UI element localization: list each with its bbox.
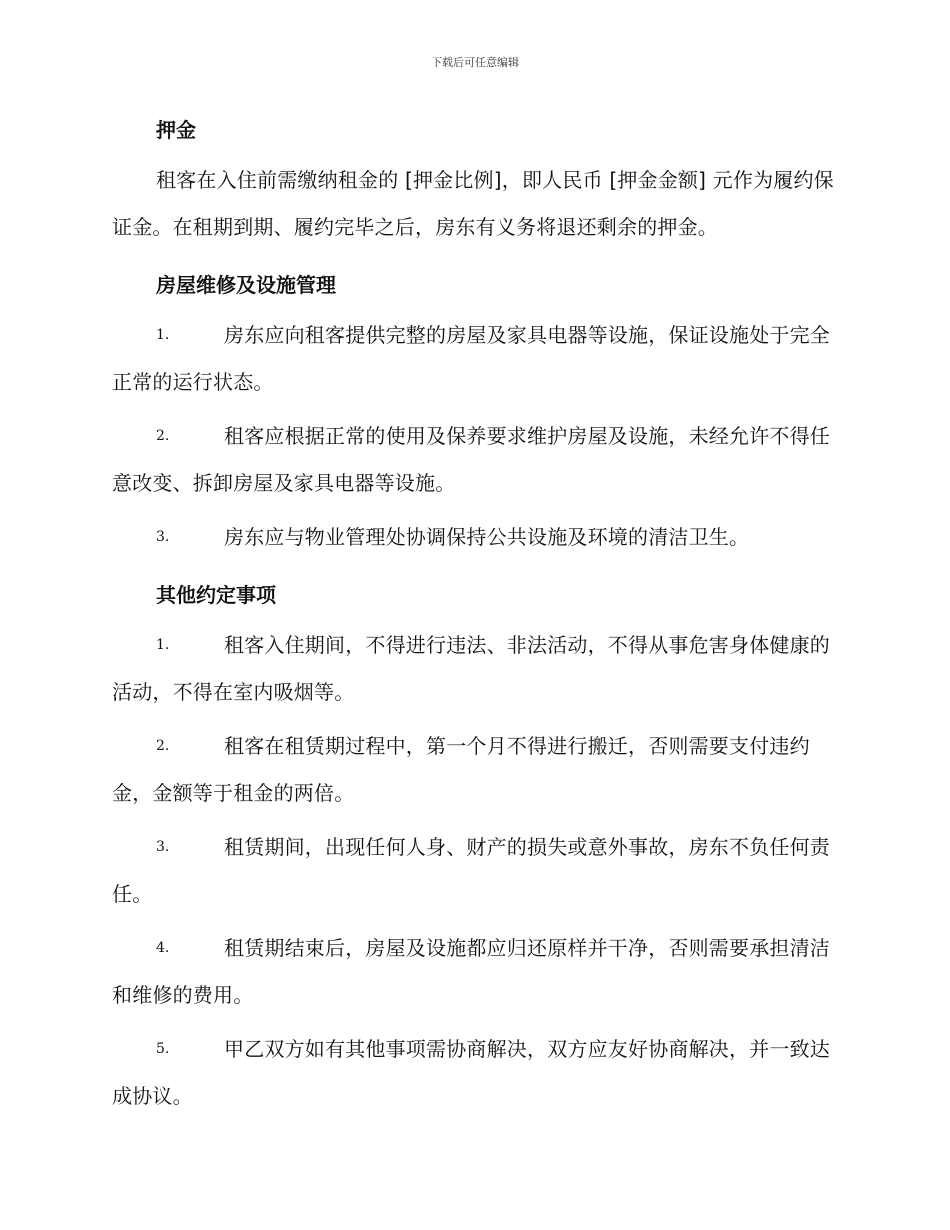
list-item [112,1026,834,1120]
list-item-number: 4. [156,940,170,956]
list-item-number: 3. [156,839,170,855]
list-item-text: 房东应与物业管理处协调保持公共设施及环境的清洁卫生。 [224,525,750,549]
list-item-number: 1. [156,637,170,653]
section-heading-maintenance: 房屋维修及设施管理 [156,273,336,297]
deposit-paragraph: 租客在入住前需缴纳租金的 [押金比例]，即人民币 [押金金额] 元作为履约保证金。在租期到期、履约完毕之后，房东有义务将退还剩余的押金。 [112,168,834,239]
list-item [112,925,834,1019]
section-heading-deposit: 押金 [156,118,196,142]
list-item [112,413,834,507]
list-item-number: 2. [156,428,170,444]
section-heading-other-terms: 其他约定事项 [156,583,276,607]
document-body [112,110,834,1120]
list-item-text: 租客入住期间，不得进行违法、非法活动，不得从事危害身体健康的活动，不得在室内吸烟等。 [112,633,830,704]
list-item-text: 租客在租赁期过程中，第一个月不得进行搬迁，否则需要支付违约金，金额等于租金的两倍。 [112,734,810,805]
list-item [112,312,834,406]
list-item [112,723,834,817]
list-item [112,514,834,561]
list-item-text: 租客应根据正常的使用及保养要求维护房屋及设施，未经允许不得任意改变、拆卸房屋及家具电器等设施。 [112,424,830,495]
list-item-text: 甲乙双方如有其他事项需协商解决，双方应友好协商解决，并一致达成协议。 [112,1037,830,1108]
list-item-number: 5. [156,1041,170,1057]
list-item [112,622,834,716]
list-item-text: 租赁期结束后，房屋及设施都应归还原样并干净，否则需要承担清洁和维修的费用。 [112,936,830,1007]
list-item-text: 租赁期间，出现任何人身、财产的损失或意外事故，房东不负任何责任。 [112,835,830,906]
list-item-number: 1. [156,327,170,343]
list-item-number: 3. [156,529,170,545]
list-item-text: 房东应向租客提供完整的房屋及家具电器等设施，保证设施处于完全正常的运行状态。 [112,323,830,394]
page-header: 下载后可任意编辑 [431,56,519,69]
list-item-number: 2. [156,738,170,754]
list-item [112,824,834,918]
